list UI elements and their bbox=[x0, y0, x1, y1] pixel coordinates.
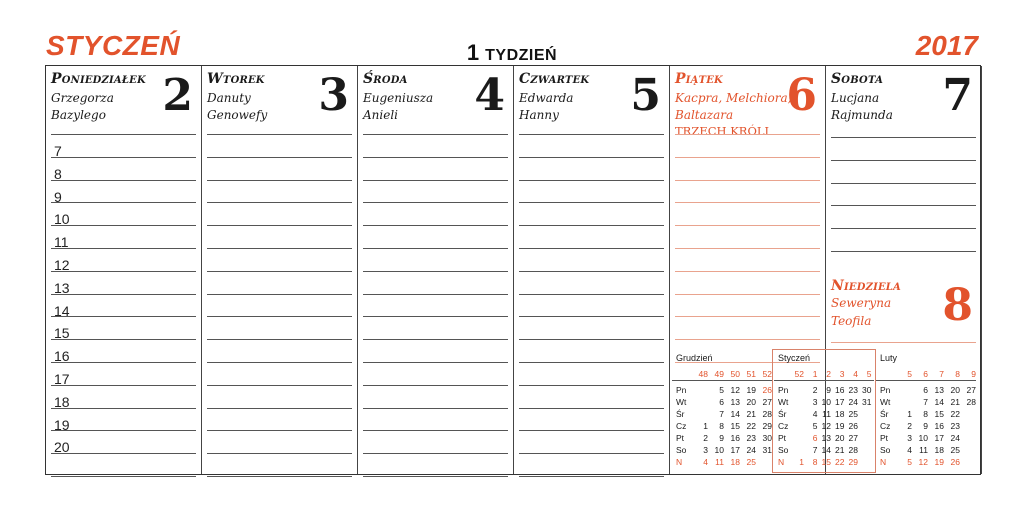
hour-line[interactable] bbox=[207, 385, 352, 386]
hour-line[interactable] bbox=[519, 225, 664, 226]
hour-line[interactable] bbox=[363, 134, 508, 135]
saint-name: Rajmunda bbox=[831, 108, 893, 122]
date-cell: 22 bbox=[835, 457, 845, 467]
hour-line[interactable] bbox=[51, 248, 196, 249]
date-cell: 27 bbox=[762, 397, 772, 407]
hour-line[interactable] bbox=[831, 183, 976, 184]
hour-line[interactable] bbox=[519, 476, 664, 477]
day-number: 4 bbox=[474, 70, 505, 121]
weekday-label: Pn bbox=[880, 385, 891, 395]
date-cell: 13 bbox=[730, 397, 740, 407]
hour-line[interactable] bbox=[675, 225, 820, 226]
hour-line[interactable] bbox=[207, 157, 352, 158]
mini-calendar-row bbox=[876, 421, 976, 432]
saint-name: Eugeniusza bbox=[363, 91, 434, 105]
day-column-thursday bbox=[514, 66, 670, 474]
date-cell: 23 bbox=[848, 385, 858, 395]
date-cell: 26 bbox=[950, 457, 960, 467]
mini-calendar-december bbox=[672, 351, 772, 471]
hour-line[interactable] bbox=[207, 316, 352, 317]
hour-label: 8 bbox=[54, 165, 62, 182]
hour-line[interactable] bbox=[519, 157, 664, 158]
hour-line[interactable] bbox=[519, 339, 664, 340]
hour-line[interactable] bbox=[519, 202, 664, 203]
date-cell: 25 bbox=[746, 457, 756, 467]
date-cell: 11 bbox=[822, 409, 831, 419]
hour-line[interactable] bbox=[519, 316, 664, 317]
hour-line[interactable] bbox=[363, 385, 508, 386]
hour-label: 19 bbox=[54, 416, 70, 433]
saint-name: Grzegorza bbox=[51, 91, 114, 105]
day-name: Piątek bbox=[675, 71, 723, 87]
hour-line[interactable] bbox=[363, 408, 508, 409]
hour-line[interactable] bbox=[363, 225, 508, 226]
day-number: 3 bbox=[318, 70, 349, 121]
hour-line[interactable] bbox=[831, 228, 976, 229]
mini-calendar-january bbox=[774, 351, 874, 471]
mini-calendar-row bbox=[876, 409, 976, 420]
hour-line[interactable] bbox=[51, 430, 196, 431]
date-cell: 14 bbox=[730, 409, 740, 419]
date-cell: 12 bbox=[918, 457, 928, 467]
mini-calendar-row bbox=[774, 445, 874, 456]
mini-calendar-title: Styczeń bbox=[778, 353, 811, 363]
mini-calendar-row bbox=[774, 433, 874, 444]
hour-line[interactable] bbox=[519, 385, 664, 386]
date-cell: 15 bbox=[821, 457, 831, 467]
hour-line[interactable] bbox=[51, 362, 196, 363]
date-cell: 30 bbox=[862, 385, 872, 395]
day-column-tuesday bbox=[202, 66, 358, 474]
hour-line[interactable] bbox=[51, 271, 196, 272]
week-grid bbox=[45, 65, 981, 475]
date-cell: 1 bbox=[907, 409, 912, 419]
week-number: 7 bbox=[939, 369, 944, 379]
saint-name: Edwarda bbox=[519, 91, 574, 105]
date-cell: 12 bbox=[821, 421, 831, 431]
saint-name: Hanny bbox=[519, 108, 559, 122]
day-name: Niedziela bbox=[831, 278, 901, 294]
mini-calendar-row bbox=[672, 457, 772, 468]
hour-line[interactable] bbox=[831, 137, 976, 138]
date-cell: 10 bbox=[821, 397, 831, 407]
date-cell: 19 bbox=[835, 421, 845, 431]
hour-line[interactable] bbox=[675, 294, 820, 295]
week-number: 50 bbox=[730, 369, 740, 379]
date-cell: 16 bbox=[730, 433, 740, 443]
weekday-label: So bbox=[676, 445, 687, 455]
weekday-label: N bbox=[778, 457, 785, 467]
holiday-name: TRZECH KRÓLI bbox=[675, 124, 770, 138]
week-title bbox=[0, 40, 1024, 66]
week-number: 1 bbox=[812, 369, 818, 379]
date-cell: 2 bbox=[907, 421, 912, 431]
weekday-label: Cz bbox=[778, 421, 789, 431]
hour-label: 12 bbox=[54, 257, 70, 273]
date-cell: 6 bbox=[812, 433, 818, 443]
saint-name: Genowefy bbox=[207, 108, 268, 122]
date-cell: 25 bbox=[848, 409, 858, 419]
hour-line[interactable] bbox=[207, 476, 352, 477]
hour-line[interactable] bbox=[363, 294, 508, 295]
date-cell: 15 bbox=[730, 421, 740, 431]
day-name: Środa bbox=[363, 71, 408, 87]
date-cell: 8 bbox=[812, 457, 818, 467]
day-number: 5 bbox=[630, 70, 661, 121]
hour-line[interactable] bbox=[363, 271, 508, 272]
hour-line[interactable] bbox=[51, 180, 196, 181]
week-number: 48 bbox=[698, 369, 708, 379]
weekday-label: Pt bbox=[880, 433, 889, 443]
hour-line[interactable] bbox=[519, 134, 664, 135]
mini-calendar-row bbox=[774, 397, 874, 408]
hour-line[interactable] bbox=[51, 339, 196, 340]
hour-line[interactable] bbox=[207, 202, 352, 203]
date-cell: 17 bbox=[730, 445, 740, 455]
date-cell: 3 bbox=[703, 445, 708, 455]
hour-line[interactable] bbox=[207, 134, 352, 135]
weekday-label: Wt bbox=[778, 397, 789, 407]
date-cell: 27 bbox=[966, 385, 976, 395]
date-cell: 31 bbox=[762, 445, 772, 455]
date-cell: 18 bbox=[835, 409, 845, 419]
week-number: 52 bbox=[794, 369, 804, 379]
date-cell: 26 bbox=[848, 421, 858, 431]
hour-line[interactable] bbox=[519, 271, 664, 272]
hour-line[interactable] bbox=[519, 453, 664, 454]
week-number: 8 bbox=[955, 369, 960, 379]
saint-name: Teofila bbox=[831, 314, 872, 328]
hour-line[interactable] bbox=[51, 225, 196, 226]
mini-calendar-row bbox=[774, 409, 874, 420]
week-numbers-row bbox=[774, 369, 874, 381]
date-cell: 22 bbox=[950, 409, 960, 419]
hour-line[interactable] bbox=[51, 157, 196, 158]
date-cell: 4 bbox=[907, 445, 912, 455]
hour-line[interactable] bbox=[207, 294, 352, 295]
day-number: 8 bbox=[942, 280, 973, 331]
hour-line[interactable] bbox=[831, 251, 976, 252]
date-cell: 29 bbox=[848, 457, 858, 467]
date-cell: 29 bbox=[762, 421, 772, 431]
date-cell: 3 bbox=[812, 397, 818, 407]
mini-calendar-row bbox=[672, 409, 772, 420]
hour-line[interactable] bbox=[675, 180, 820, 181]
date-cell: 23 bbox=[746, 433, 756, 443]
hour-line[interactable] bbox=[831, 160, 976, 161]
date-cell: 18 bbox=[730, 457, 740, 467]
mini-calendar-row bbox=[774, 421, 874, 432]
hour-line[interactable] bbox=[363, 362, 508, 363]
hour-line[interactable] bbox=[519, 362, 664, 363]
date-cell: 9 bbox=[719, 433, 724, 443]
day-name: Sobota bbox=[831, 71, 884, 87]
divider bbox=[831, 342, 976, 343]
hour-label: 13 bbox=[54, 279, 70, 296]
day-name: Wtorek bbox=[207, 71, 265, 87]
weekday-label: Pt bbox=[778, 433, 787, 443]
date-cell: 20 bbox=[950, 385, 960, 395]
weekday-label: Pt bbox=[676, 433, 685, 443]
day-number: 6 bbox=[786, 70, 817, 121]
hour-line[interactable] bbox=[363, 430, 508, 431]
hour-line[interactable] bbox=[675, 157, 820, 158]
mini-calendar-row bbox=[876, 385, 976, 396]
weekday-label: Śr bbox=[778, 409, 787, 419]
date-cell: 19 bbox=[934, 457, 944, 467]
mini-calendar-row bbox=[672, 421, 772, 432]
week-numbers-row bbox=[876, 369, 976, 381]
saint-name: Anieli bbox=[363, 108, 399, 122]
mini-calendar-row bbox=[876, 433, 976, 444]
date-cell: 7 bbox=[719, 409, 724, 419]
hour-line[interactable] bbox=[363, 180, 508, 181]
date-cell: 8 bbox=[923, 409, 928, 419]
day-number: 7 bbox=[942, 70, 973, 121]
week-number: 2 bbox=[826, 369, 831, 379]
date-cell: 4 bbox=[703, 457, 708, 467]
date-cell: 21 bbox=[835, 445, 845, 455]
weekday-label: N bbox=[676, 457, 683, 467]
week-number: 4 bbox=[853, 369, 858, 379]
date-cell: 5 bbox=[812, 421, 818, 431]
hour-line[interactable] bbox=[207, 180, 352, 181]
mini-calendar-row bbox=[672, 397, 772, 408]
week-number: 5 bbox=[866, 369, 872, 379]
hour-label: 16 bbox=[54, 348, 70, 365]
hour-line[interactable] bbox=[675, 316, 820, 317]
date-cell: 24 bbox=[848, 397, 858, 407]
hour-label: 20 bbox=[54, 439, 70, 456]
mini-calendar-row bbox=[672, 385, 772, 396]
mini-calendar-title: Grudzień bbox=[676, 353, 713, 363]
date-cell: 17 bbox=[835, 397, 845, 407]
date-cell: 7 bbox=[812, 445, 818, 455]
hour-line[interactable] bbox=[207, 453, 352, 454]
hour-line[interactable] bbox=[207, 362, 352, 363]
mini-calendar-title: Luty bbox=[880, 353, 898, 363]
hour-line[interactable] bbox=[363, 453, 508, 454]
date-cell: 22 bbox=[746, 421, 756, 431]
mini-calendar-row bbox=[774, 385, 874, 396]
hour-label: 17 bbox=[54, 371, 70, 387]
date-cell: 17 bbox=[934, 433, 944, 443]
hour-line[interactable] bbox=[51, 453, 196, 454]
hour-label: 18 bbox=[54, 393, 70, 410]
day-name: Poniedziałek bbox=[51, 71, 146, 87]
date-cell: 3 bbox=[907, 433, 912, 443]
hour-line[interactable] bbox=[831, 205, 976, 206]
hour-line[interactable] bbox=[675, 248, 820, 249]
weekday-label: Śr bbox=[676, 409, 685, 419]
saint-name: Danuty bbox=[207, 91, 251, 105]
hour-line[interactable] bbox=[363, 202, 508, 203]
date-cell: 25 bbox=[950, 445, 960, 455]
hour-line[interactable] bbox=[51, 294, 196, 295]
weekday-label: Śr bbox=[880, 409, 889, 419]
weekday-label: Pn bbox=[676, 385, 687, 395]
date-cell: 5 bbox=[907, 457, 912, 467]
weekday-label: Wt bbox=[880, 397, 891, 407]
date-cell: 9 bbox=[826, 385, 831, 395]
hour-line[interactable] bbox=[519, 180, 664, 181]
weekday-label: N bbox=[880, 457, 887, 467]
date-cell: 21 bbox=[746, 409, 756, 419]
hour-line[interactable] bbox=[207, 225, 352, 226]
hour-line[interactable] bbox=[519, 430, 664, 431]
weekday-label: Wt bbox=[676, 397, 687, 407]
hour-label: 7 bbox=[54, 143, 62, 159]
week-number: 1 bbox=[466, 40, 480, 65]
week-number: 3 bbox=[839, 369, 845, 379]
hour-line[interactable] bbox=[363, 316, 508, 317]
date-cell: 1 bbox=[703, 421, 708, 431]
week-number: 49 bbox=[714, 369, 724, 379]
hour-line[interactable] bbox=[519, 408, 664, 409]
hour-line[interactable] bbox=[51, 476, 196, 477]
date-cell: 31 bbox=[862, 397, 872, 407]
date-cell: 10 bbox=[714, 445, 724, 455]
day-number: 2 bbox=[162, 70, 193, 121]
weekday-label: Cz bbox=[880, 421, 891, 431]
date-cell: 14 bbox=[821, 445, 831, 455]
week-number: 52 bbox=[762, 369, 772, 379]
saint-name: Bazylego bbox=[51, 108, 106, 122]
weekday-label: So bbox=[778, 445, 789, 455]
hour-line[interactable] bbox=[207, 408, 352, 409]
hour-line[interactable] bbox=[51, 134, 196, 135]
mini-calendar-row bbox=[774, 457, 874, 468]
date-cell: 23 bbox=[950, 421, 960, 431]
date-cell: 19 bbox=[746, 385, 756, 395]
date-cell: 18 bbox=[934, 445, 944, 455]
date-cell: 20 bbox=[835, 433, 845, 443]
saint-name: Seweryna bbox=[831, 296, 892, 310]
hour-label: 10 bbox=[54, 211, 70, 228]
date-cell: 30 bbox=[762, 433, 772, 443]
mini-calendar-row bbox=[672, 433, 772, 444]
weekday-label: Cz bbox=[676, 421, 687, 431]
hour-line[interactable] bbox=[675, 202, 820, 203]
date-cell: 6 bbox=[923, 385, 928, 395]
week-numbers-row bbox=[672, 369, 772, 381]
saint-name: Kacpra, Melchiora, bbox=[675, 91, 792, 105]
hour-label: 14 bbox=[54, 302, 70, 319]
date-cell: 2 bbox=[812, 385, 818, 395]
weekday-label: So bbox=[880, 445, 891, 455]
saint-name: Lucjana bbox=[831, 91, 880, 105]
date-cell: 27 bbox=[848, 433, 858, 443]
year-title: 2017 bbox=[915, 30, 978, 61]
date-cell: 2 bbox=[703, 433, 708, 443]
date-cell: 13 bbox=[821, 433, 831, 443]
week-number: 51 bbox=[746, 369, 756, 379]
hour-line[interactable] bbox=[207, 339, 352, 340]
date-cell: 24 bbox=[950, 433, 960, 443]
date-cell: 16 bbox=[934, 421, 944, 431]
date-cell: 14 bbox=[934, 397, 944, 407]
month-title: STYCZEŃ bbox=[46, 30, 181, 61]
date-cell: 4 bbox=[812, 409, 818, 419]
hour-line[interactable] bbox=[51, 385, 196, 386]
hour-label: 9 bbox=[54, 188, 62, 205]
day-column-monday bbox=[46, 66, 202, 474]
hour-line[interactable] bbox=[363, 248, 508, 249]
date-cell: 9 bbox=[923, 421, 928, 431]
hour-line[interactable] bbox=[363, 157, 508, 158]
week-label: TYDZIEŃ bbox=[485, 47, 558, 64]
day-column-wednesday bbox=[358, 66, 514, 474]
week-number: 5 bbox=[907, 369, 912, 379]
hour-line[interactable] bbox=[51, 408, 196, 409]
hour-line[interactable] bbox=[207, 248, 352, 249]
mini-calendar-row bbox=[876, 397, 976, 408]
hour-line[interactable] bbox=[51, 316, 196, 317]
hour-line[interactable] bbox=[207, 430, 352, 431]
date-cell: 5 bbox=[719, 385, 724, 395]
mini-calendar-row bbox=[876, 457, 976, 468]
hour-line[interactable] bbox=[519, 294, 664, 295]
date-cell: 7 bbox=[923, 397, 928, 407]
mini-calendar-row bbox=[672, 445, 772, 456]
date-cell: 24 bbox=[746, 445, 756, 455]
date-cell: 10 bbox=[918, 433, 928, 443]
date-cell: 15 bbox=[934, 409, 944, 419]
date-cell: 11 bbox=[715, 457, 724, 467]
mini-calendar-row bbox=[876, 445, 976, 456]
hour-line[interactable] bbox=[675, 339, 820, 340]
date-cell: 8 bbox=[719, 421, 724, 431]
date-cell: 28 bbox=[848, 445, 858, 455]
date-cell: 11 bbox=[919, 445, 928, 455]
hour-line[interactable] bbox=[363, 476, 508, 477]
hour-line[interactable] bbox=[675, 271, 820, 272]
date-cell: 13 bbox=[934, 385, 944, 395]
date-cell: 1 bbox=[799, 457, 804, 467]
week-number: 9 bbox=[971, 369, 976, 379]
date-cell: 21 bbox=[950, 397, 960, 407]
hour-label: 15 bbox=[54, 325, 70, 342]
date-cell: 28 bbox=[966, 397, 976, 407]
hour-line[interactable] bbox=[363, 339, 508, 340]
day-name: Czwartek bbox=[519, 71, 590, 87]
weekday-label: Pn bbox=[778, 385, 789, 395]
week-number: 6 bbox=[923, 369, 928, 379]
hour-line[interactable] bbox=[207, 271, 352, 272]
hour-line[interactable] bbox=[519, 248, 664, 249]
hour-label: 11 bbox=[54, 234, 69, 251]
saint-name: Baltazara bbox=[675, 108, 734, 122]
mini-calendar-february bbox=[876, 351, 976, 471]
hour-line[interactable] bbox=[675, 134, 820, 135]
date-cell: 26 bbox=[762, 385, 772, 395]
date-cell: 12 bbox=[730, 385, 740, 395]
date-cell: 28 bbox=[762, 409, 772, 419]
date-cell: 16 bbox=[835, 385, 845, 395]
date-cell: 6 bbox=[719, 397, 724, 407]
date-cell: 20 bbox=[746, 397, 756, 407]
hour-line[interactable] bbox=[51, 202, 196, 203]
